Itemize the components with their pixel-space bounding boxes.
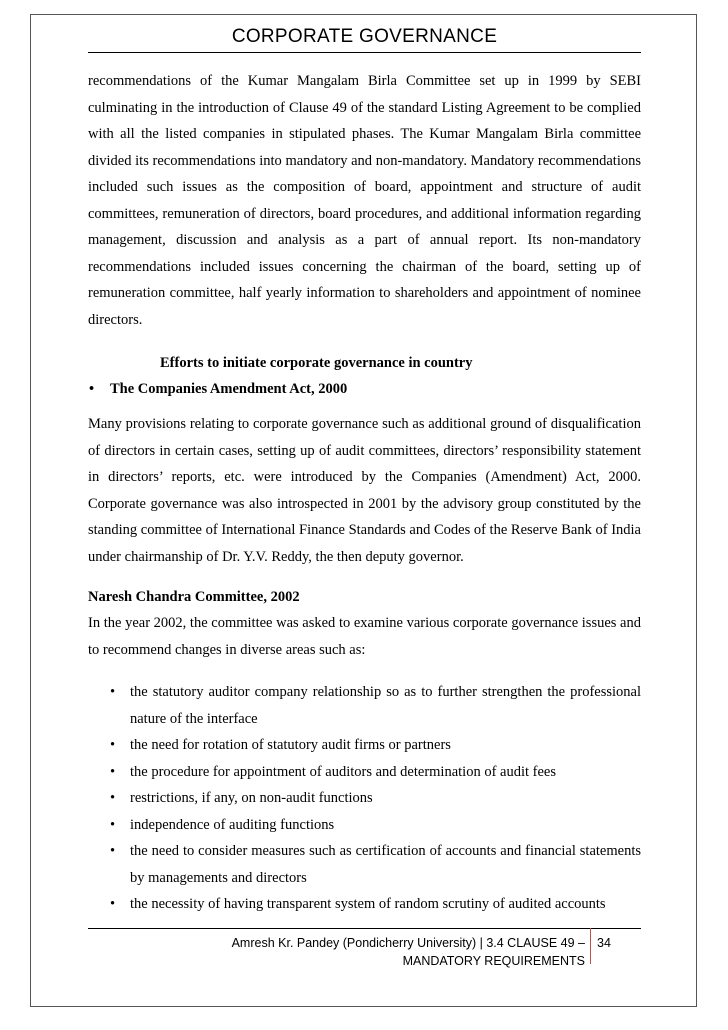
list-item: • the need for rotation of statutory audit firms or partners <box>88 732 641 759</box>
list-item: • the procedure for appointment of auditors and determination of audit fees <box>88 759 641 786</box>
list-item: • the statutory auditor company relationship so as to further strengthen the professional nature of the interface <box>88 679 641 732</box>
bullet-icon: • <box>110 684 116 700</box>
companies-act-heading <box>88 379 641 399</box>
naresh-chandra-heading: Naresh Chandra Committee, 2002 <box>88 589 300 605</box>
page-header-title: CORPORATE GOVERNANCE <box>231 26 498 47</box>
bullet-icon: • <box>110 816 116 833</box>
footer-text: Amresh Kr. Pandey (Pondicherry University) | 3.4 CLAUSE 49 – MANDATORY REQUIREMENTS <box>231 936 585 968</box>
page-content <box>88 68 641 918</box>
bullet-icon: • <box>110 843 116 859</box>
companies-act-heading-text: The Companies Amendment Act, 2000 <box>110 381 348 397</box>
efforts-heading: Efforts to initiate corporate governance in country <box>160 355 473 371</box>
areas-list <box>88 679 641 918</box>
list-item: • independence of auditing functions <box>88 812 641 839</box>
footer-divider <box>88 928 641 929</box>
bullet-icon: • <box>110 737 116 753</box>
list-item: • the necessity of having transparent system of random scrutiny of audited accounts <box>88 891 641 918</box>
bullet-icon: • <box>110 896 116 912</box>
header-divider <box>88 52 641 53</box>
list-item: • restrictions, if any, on non-audit functions <box>88 785 641 812</box>
page-number: 34 <box>590 928 620 964</box>
bullet-icon: • <box>110 790 116 806</box>
bullet-icon: • <box>110 763 116 780</box>
paragraph-companies-act: Many provisions relating to corporate governance such as additional ground of disqualification of directors in certain cases, setting up of audit committees, directors’ responsibility statement in directors’ reports, etc. were introduced by the Companies (Amendment) Act, 2000. Corporate governance was also introspected in 2001 by the advisory group constituted by the standing committee of International Finance Standards and Codes of the Reserve Bank of India under chairmanship of Dr. Y.V. Reddy, the then deputy governor. <box>88 416 641 565</box>
paragraph-naresh-chandra: In the year 2002, the committee was asked to examine various corporate governance issues and to recommend changes in diverse areas such as: <box>88 615 641 658</box>
bullet-icon: • <box>89 381 95 397</box>
list-item: • the need to consider measures such as certification of accounts and financial statements by managements and directors <box>88 838 641 891</box>
paragraph-birla-committee: recommendations of the Kumar Mangalam Birla Committee set up in 1999 by SEBI culminating in the introduction of Clause 49 of the standard Listing Agreement to be complied with all the listed companies in stipulated phases. The Kumar Mangalam Birla committee divided its recommendations into mandatory and non-mandatory. Mandatory recommendations included such issues as the composition of board, appointment and structure of audit committees, remuneration of directors, board procedures, and additional information regarding management, discussion and analysis as a part of annual report. Its non-mandatory recommendations included issues concerning the chairman of the board, setting up of remuneration committee, half yearly information to shareholders and appointment of nominee directors. <box>88 73 641 328</box>
